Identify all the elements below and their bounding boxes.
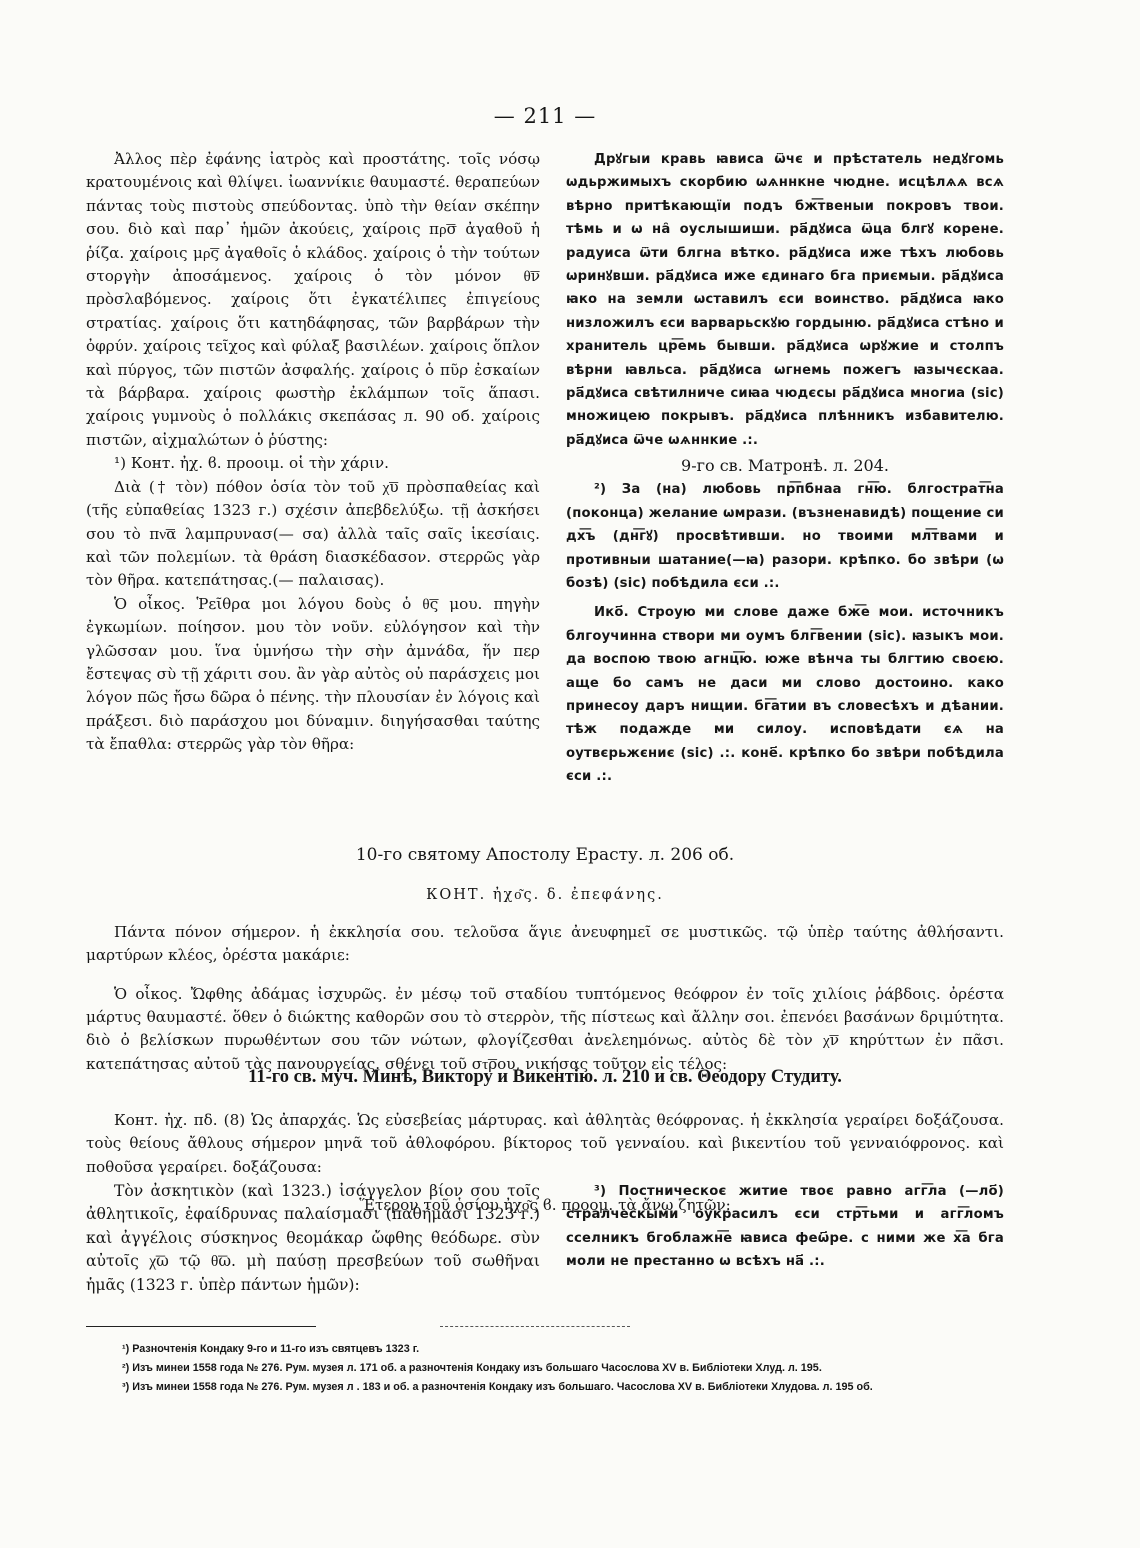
bottom-right-column — [566, 1180, 1004, 1274]
slavonic-kontakion-theodore: ³) Постническоє житие твоє равно агг͞ла (—ло҃) стралческыми оукрасилъ єси стр͞тьми и агг͞ломъ сселникъ бгоблажн͞е ꙗвиса феѡ҃ре. с ними же х͞а бга моли не престанно ѡ всѣхъ на҃ .:. — [566, 1184, 1004, 1270]
kontakion-heading-matrona: ¹) Конт. ἠχ. ϐ. προοιμ. οἱ τὴν χάριν. — [114, 454, 389, 473]
footnotes — [86, 1340, 1004, 1397]
slavonic-oikos-ioannikios: Дрꙋгыи кравь ꙗвиса ѿчє и прѣстатель недꙋгомь ѡдьржимыхъ скорбию ѡѧннкне чюдне. исцѣлѧѧ всѧ вѣрно притѣкающїи подъ бж͞твеныи покровъ твои. тѣмь и ѡ на̑ оуслышиши. ра҃дꙋиса ѿца блгꙋ корене. радуиса ѿти блгна вѣтко. ра҃дꙋиса иже тѣхъ любовь ѡринꙋвши. ра҃дꙋиса иже єдинаго бга приємыи. ра҃дꙋиса ꙗко на земли ѡставилъ єси воинство. ра҃дꙋиса ꙗко низложилъ єси варварьскꙋю гордыню. ра҃дꙋиса стѣно и хранитель цр͞емь бывши. ра҃дꙋиса ѡрꙋжие и столпъ вѣрни ꙗвльса. ра҃дꙋиса ѡгнемь пожегъ ꙗзычєскаа. ра҃дꙋиса свѣтилниче сиꙗа чюдєсы ра҃дꙋиса многиа (sic) множицею покрывъ. ра҃дꙋиса плѣнникъ избавителю. ра҃дꙋиса ѿче ѡѧннкие .:. — [566, 152, 1004, 448]
greek-kontakion-matrona: Διὰ († τὸν) πόθον ὁσία τὸν τοῦ χ͞υ πρὸσπαθείας καὶ (τῆς εὐπαθείας 1323 г.) σχέσιν ἀπεβδελύξω. τῇ ἀσκήσει σου τὸ πν͞α λαμπρυνασ(— σα) ἀλλὰ ταῖς σαῖς ἱκεσίαις. καὶ τῶν πολεμίων. τὰ θράση διασκέδασον. στερρῶς γὰρ τὸν θῆρα. κατεπάτησας.(— παλαισας). — [86, 477, 540, 590]
heading-menas: 11-го св. муч. Минѣ, Виктору и Викентію. л. 210 и св. Θеодору Студиту. — [248, 1066, 842, 1087]
greek-kontakion-menas: Конт. ἠχ. πδ. (8) Ὡς ἀπαρχάς. Ὡς εὐσεβείας μάρτυρας. καὶ ἀθλητὰς θεόφρονας. ἡ ἐκκλησία γεραίρει δοξάζουσα. τοὺς θείους ἄθλους σήμερον μηνᾶ τοῦ ἀθλοφόρου. βίκτορος τοῦ γενναίου. καὶ βικεντίου τοῦ γενναιόφρονος. καὶ ποθοῦσα γεραίρει. δοξάζουσα: — [86, 1111, 1004, 1176]
slavonic-kontakion-matrona: ²) За (на) любовь пр͞пбнаа гн͞ю. блгострат͞на (поконца) желание ѡмрази. (възненавидѣ) пощение си дх͞ъ (дн͞гꙋ) просвѣтивши. но твоими мл͞твами и противныи шатание(—ꙗ) разори. крѣпко. бо звѣри (ѡ бозѣ) (sic) побѣдила єси .:. — [566, 482, 1004, 591]
footnote-3: ³) Изъ минеи 1558 года № 276. Рум. музея л . 183 и об. а разночтенія Кондаку изъ большаго. Часослова XV в. Библіотеки Хлудова. л. 195 об. — [122, 1381, 873, 1393]
slavonic-oikos-matrona: Ико҃. Строую ми слове даже бж͞е мои. источникъ блгоучинна створи ми оумъ блг͞вении (sic). ꙗзыкъ мои. да воспою твою агнц͞ю. юже вѣнча ты блгтию своєю. аще бо самъ не даси ми слово достоино. како принесоу даръ нищии. бг͞атии въ словесѣхъ и дѣании. тѣж подажде ми силоу. исповѣдати єѧ на оутвєрьжєниє (sic) .:. коне҃. крѣпко бо звѣри побѣдила єси .:. — [566, 605, 1004, 785]
greek-oikos-ioannikios: Ἀλλος πὲρ ἐφάνης ἰατρὸς καὶ προστάτης. τοῖς νόσῳ κρατουμένοις καὶ θλίψει. ἰωαννίκιε θαυμαστέ. θεραπεύων πάντας τοὺς πιστοὺς σπεύδοντας. ὑπὸ τὴν θείαν σκέπην σου. διὸ καὶ παρ᾽ ἡμῶν ἀκούεις, χαίροις πρ͞σ ἀγαθοῦ ἡ ῥίζα. χαίροις μρ͞ς ἀγαθοῖς ὁ κλάδος. χαίροις ὁ τὴν τούτων στοργὴν ἀποσάμενος. χαίροις ὁ τὸν μόνον θ͞ν πρὸσλαβόμενος. χαίροις ὅτι ἐγκατέλιπες ἐπιγείους στρατίας. χαίροις ὅτι κατηδάφησας, τῶν βαρβάρων τὴν ὀφρύν. χαίροις τεῖχος καὶ φύλαξ βασιλέων. χαίροις ὅπλον καὶ πύργος, τῶν πιστῶν ἀσφαλής. χαίροις ὁ πῦρ ἐσκαίων τὰ βάρβαρα. χαίροις φωστὴρ ἐκλάμπων τοῖς ἅπασι. χαίροις γυμνοὺς ὁ πολλάκις σκεπάσας л. 90 об. χαίροις πιστῶν, αἰχμαλώτων ὁ ῥύστης: — [86, 150, 540, 449]
right-column — [566, 148, 1004, 789]
greek-kontakion-orestes: Πάντα πόνον σήμερον. ἡ ἐκκλησία σου. τελοῦσα ἅγιε ἀνευφημεῖ σε μυστικῶς. τῷ ὑπὲρ ταύτης ἀθλήσαντι. μαρτύρων κλέος, ὀρέστα μακάριε: — [86, 922, 1004, 964]
footnote-separator — [86, 1326, 316, 1327]
bottom-left-column — [86, 1180, 540, 1297]
greek-kontakion-theodore: Τὸν ἀσκητικὸν (καὶ 1323.) ἰσάγγελον βίον σου τοῖς ἀθλητικοῖς, ἐφαίδρυνας παλαίσμασι (παθήμασι 1323 г.) καὶ ἀγγέλοις σύσκηνος θεομάκαρ ὤφθης θεόδωρε. σὺν αὐτοῖς χ͞ω τῷ θ͞ω. μὴ παύσῃ πρεσβεύων τοῦ σωθῆναι ἡμᾶς (1323 г. ὑπὲρ πάντων ἡμῶν): — [86, 1182, 540, 1294]
heading-erastus: 10-го святому Апостолу Ерасту. л. 206 об. — [355, 845, 735, 865]
page-number: — 211 — — [493, 104, 597, 128]
greek-oikos-matrona: Ὁ οἶκος. Ῥεῖθρα μοι λόγου δοὺς ὁ θ͞ς μου. πηγὴν ἐγκωμίων. ποίησον. μου τὸν νοῦν. εὐλόγησον καὶ τὴν γλῶσσαν μου. ἵνα ὑμνήσω τὴν σὴν ἀμνάδα, ἥν περ ἔστεψας σὺ τῇ χάριτι σου. ἂν γὰρ αὐτὸς οὐ παράσχεις μοι λόγον πῶς ἤσω δῶρα ὁ πένης. τὴν πλουσίαν ἐν λόγοις καὶ πράξεσι. διὸ παράσχου μοι δύναμιν. διηγήσασθαι ταύτης τὰ ἔπαθλα: στερρῶς γὰρ τὸν θῆρα: — [86, 594, 540, 754]
footnote-2: ²) Изъ минеи 1558 года № 276. Рум. музея л. 171 об. а разночтенія Кондаку изъ большаго Часослова XV в. Библіотеки Хлуд. л. 195. — [122, 1362, 822, 1374]
footnote-separator-dashed — [440, 1326, 630, 1327]
heading-theodore-studite: Ἕτερον τοῦ ὁσίου ἠχο͂ς ϐ. προομ. τὰ ἄνω ζητῶν: — [359, 1196, 731, 1215]
heading-matrona: 9-го св. Матронѣ. л. 204. — [681, 456, 889, 476]
left-column — [86, 148, 540, 757]
heading-kontakion-erastus: КОНТ. ἠχο͂ς. δ. ἐπεφάνης. — [426, 887, 664, 903]
greek-oikos-orestes: Ὁ οἶκος. Ὤφθης ἀδάμας ἰσχυρῶς. ἐν μέσῳ τοῦ σταδίου τυπτόμενος θεόφρον ἐν τοῖς χιλίοις ῥάβδοις. ὀρέστα μάρτυς θαυμαστέ. ὅθεν ὁ διώκτης καθορῶν σου τὸ στερρὸν, τῆς πίστεως καὶ ἄλλην σοι. ἐπενόει βασάνων δριμύτητα. διὸ ὀ βελίσκων πυρωθέντων σου τῶν νώτων, φλογίζεσθαι ἀνελεημόνως. αὐτὸς δὲ τὸν χ͞ν κηρύττων ἐν πᾶσι. κατεπάτησας αὐτοῦ τὰς πανουργείας. σθένει τοῦ στ͞ρου, νικήσας τοῦτον εἰς τέλος: — [86, 984, 1004, 1073]
footnote-1: ¹) Разночтенія Кондаку 9-го и 11-го изъ святцевъ 1323 г. — [122, 1343, 420, 1355]
